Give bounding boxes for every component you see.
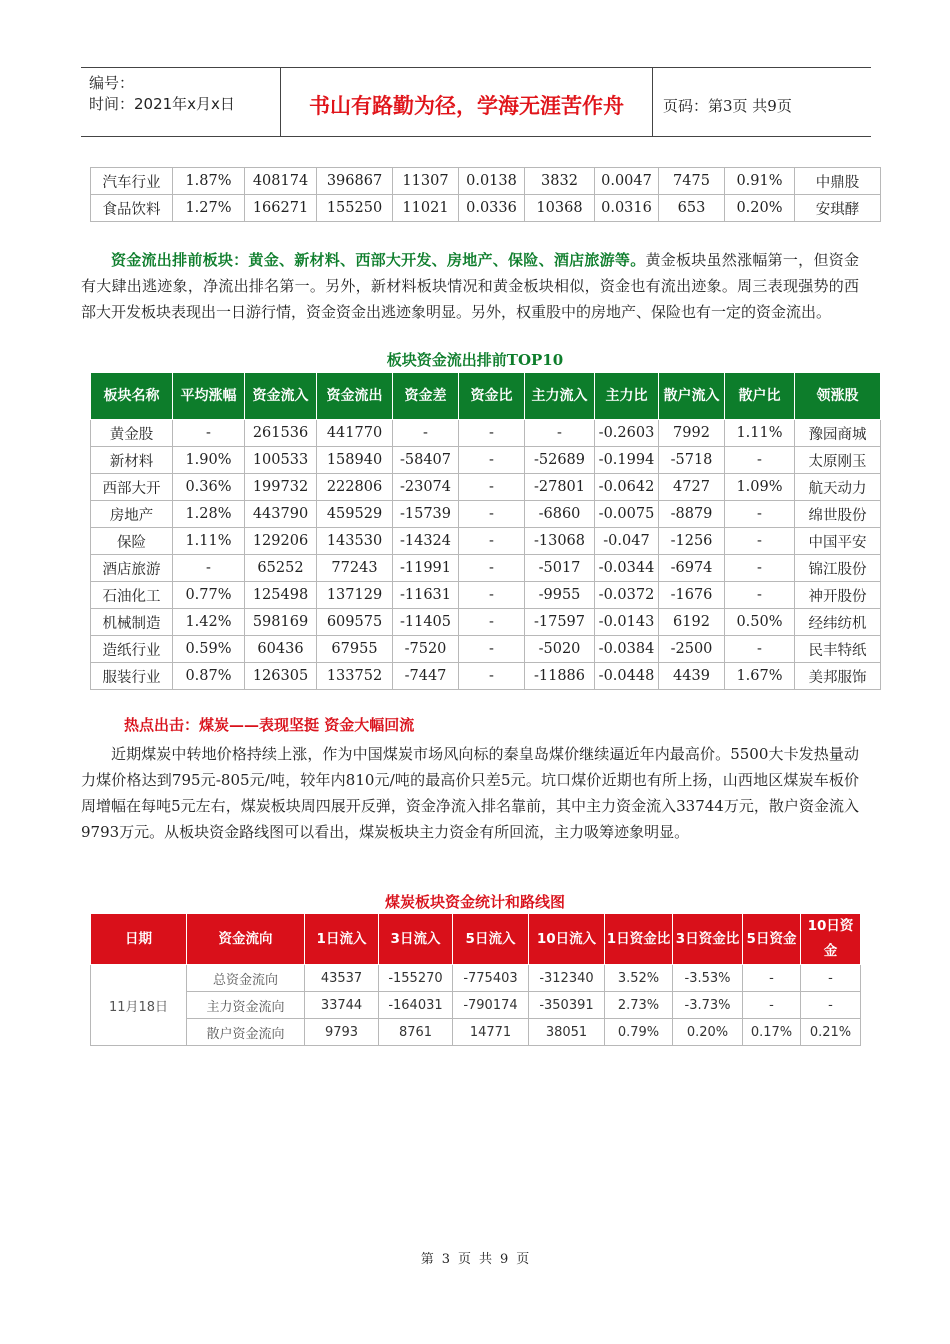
table-cell: 神开股份 (795, 582, 881, 609)
table-cell: - (725, 582, 795, 609)
column-header: 3日资金比 (673, 914, 743, 965)
table-cell: - (725, 501, 795, 528)
table-cell: -2500 (659, 636, 725, 663)
column-header: 散户比 (725, 373, 795, 420)
table-cell: - (459, 447, 525, 474)
column-header: 10日流入 (529, 914, 605, 965)
table-cell: 锦江股份 (795, 555, 881, 582)
column-header: 日期 (91, 914, 187, 965)
table-cell: 43537 (305, 965, 379, 992)
table-cell: - (801, 992, 861, 1019)
table-cell: 豫园商城 (795, 420, 881, 447)
table-cell: -13068 (525, 528, 595, 555)
table-cell: 0.0138 (459, 168, 525, 195)
table-row (91, 663, 881, 690)
column-header: 1日流入 (305, 914, 379, 965)
coal-table-caption: 煤炭板块资金统计和路线图 (384, 893, 565, 911)
table-cell: 4727 (659, 474, 725, 501)
table-cell: 0.87% (173, 663, 245, 690)
footer-total-pages: 9 (500, 1252, 509, 1267)
table-cell: 8761 (379, 1019, 453, 1046)
table-cell: 396867 (317, 168, 393, 195)
table-cell: 石油化工 (91, 582, 173, 609)
table-cell: 0.21% (801, 1019, 861, 1046)
table-cell: -0.0143 (595, 609, 659, 636)
table-cell: 1.90% (173, 447, 245, 474)
table-cell: 126305 (245, 663, 317, 690)
table-cell: 6192 (659, 609, 725, 636)
table-row (91, 168, 881, 195)
document-number-label: 编号： (89, 74, 135, 92)
table-cell: 3.52% (605, 965, 673, 992)
table-cell: -312340 (529, 965, 605, 992)
page-header (81, 67, 871, 137)
table-cell: -9955 (525, 582, 595, 609)
table-cell: -0.0075 (595, 501, 659, 528)
table-cell: 77243 (317, 555, 393, 582)
table-cell: - (459, 474, 525, 501)
table-cell: 机械制造 (91, 609, 173, 636)
table-row (91, 1019, 861, 1046)
column-header: 板块名称 (91, 373, 173, 420)
table-cell: - (725, 528, 795, 555)
outflow-summary-paragraph (81, 247, 859, 325)
table-cell: 0.91% (725, 168, 795, 195)
table-cell: 60436 (245, 636, 317, 663)
table-cell: 新材料 (91, 447, 173, 474)
table-cell: 保险 (91, 528, 173, 555)
table-cell: 1.67% (725, 663, 795, 690)
table-cell: 航天动力 (795, 474, 881, 501)
table-cell: - (459, 501, 525, 528)
table-cell: -155270 (379, 965, 453, 992)
table-cell: - (743, 965, 801, 992)
table-cell: 67955 (317, 636, 393, 663)
table-cell: 609575 (317, 609, 393, 636)
table-cell: -0.0372 (595, 582, 659, 609)
table-row (91, 636, 881, 663)
table-cell: - (173, 420, 245, 447)
table-cell: -23074 (393, 474, 459, 501)
table-cell: 408174 (245, 168, 317, 195)
table-cell: -17597 (525, 609, 595, 636)
table-cell: 民丰特纸 (795, 636, 881, 663)
column-header: 散户流入 (659, 373, 725, 420)
header-meta (81, 68, 281, 136)
table-cell: 158940 (317, 447, 393, 474)
table-cell: 1.87% (173, 168, 245, 195)
table-cell: -6860 (525, 501, 595, 528)
table-cell: -5020 (525, 636, 595, 663)
table-cell: 0.20% (725, 195, 795, 222)
column-header: 主力流入 (525, 373, 595, 420)
outflow-summary-text: 黄金板块虽然涨幅第一，但资金有大肆出逃迹象，净流出排名第一。另外，新材料板块情况和黄金板块相似，资金也有流出迹象。周三表现强势的西部大开发板块表现出一日游行情，资金资金出逃迹象明显。另外，权重股中的房地产、保险也有一定的资金流出。 (81, 251, 859, 321)
table-cell: 中国平安 (795, 528, 881, 555)
table-cell: 1.27% (173, 195, 245, 222)
table-cell: -1676 (659, 582, 725, 609)
table-cell: 3832 (525, 168, 595, 195)
flow-type-cell: 主力资金流向 (187, 992, 305, 1019)
table-cell: -0.1994 (595, 447, 659, 474)
table-cell: - (725, 555, 795, 582)
table-cell: - (743, 992, 801, 1019)
table-cell: 598169 (245, 609, 317, 636)
table-row (91, 420, 881, 447)
table-cell: -0.047 (595, 528, 659, 555)
table-cell: 11021 (393, 195, 459, 222)
table-cell: -350391 (529, 992, 605, 1019)
table-cell: 0.17% (743, 1019, 801, 1046)
column-header: 平均涨幅 (173, 373, 245, 420)
column-header: 资金流出 (317, 373, 393, 420)
table-cell: 经纬纺机 (795, 609, 881, 636)
table-cell: 125498 (245, 582, 317, 609)
table-cell: 129206 (245, 528, 317, 555)
table-cell: - (459, 420, 525, 447)
table-row (91, 965, 861, 992)
table-cell: -11631 (393, 582, 459, 609)
table-cell: 0.59% (173, 636, 245, 663)
inflow-table-continuation (90, 167, 881, 222)
date-cell: 11月18日 (91, 965, 187, 1046)
table-cell: 0.50% (725, 609, 795, 636)
table-cell: -27801 (525, 474, 595, 501)
table-cell: -0.2603 (595, 420, 659, 447)
table-row (91, 501, 881, 528)
outflow-summary-highlight: 资金流出排前板块：黄金、新材料、西部大开发、房地产、保险、酒店旅游等。 (111, 251, 646, 269)
table-cell: -0.0642 (595, 474, 659, 501)
table-cell: -58407 (393, 447, 459, 474)
table-cell: 太原刚玉 (795, 447, 881, 474)
table-cell: -7520 (393, 636, 459, 663)
table-cell: -15739 (393, 501, 459, 528)
table-cell: -1256 (659, 528, 725, 555)
table-cell: 4439 (659, 663, 725, 690)
table-cell: 14771 (453, 1019, 529, 1046)
table-cell: -8879 (659, 501, 725, 528)
column-header: 主力比 (595, 373, 659, 420)
table-cell: -6974 (659, 555, 725, 582)
table-cell: 中鼎股 (795, 168, 881, 195)
table-cell: -11991 (393, 555, 459, 582)
table-cell: - (459, 663, 525, 690)
table-cell: 137129 (317, 582, 393, 609)
table-cell: 33744 (305, 992, 379, 1019)
table-cell: -52689 (525, 447, 595, 474)
table-cell: -164031 (379, 992, 453, 1019)
table-cell: 166271 (245, 195, 317, 222)
table-row (91, 528, 881, 555)
table-cell: -3.73% (673, 992, 743, 1019)
table-cell: - (459, 636, 525, 663)
outflow-top10-table (90, 372, 881, 690)
table-cell: 7992 (659, 420, 725, 447)
table-cell: 155250 (317, 195, 393, 222)
table-cell: - (525, 420, 595, 447)
table-cell: - (459, 582, 525, 609)
footer-current-page: 3 (441, 1252, 450, 1267)
table-row (91, 609, 881, 636)
column-header: 5日流入 (453, 914, 529, 965)
table-cell: - (393, 420, 459, 447)
footer-word: 第 (420, 1252, 434, 1267)
table-cell: -3.53% (673, 965, 743, 992)
table-cell: 10368 (525, 195, 595, 222)
table-cell: 459529 (317, 501, 393, 528)
coal-section-paragraph: 近期煤炭中转地价格持续上涨，作为中国煤炭市场风向标的秦皇岛煤价继续逼近年内最高价。5500大卡发热量动力煤价格达到795元-805元/吨，较年内810元/吨的最高价只差5元。坑口煤价近期也有所上扬，山西地区煤炭车板价周增幅在每吨5元左右，煤炭板块周四展开反弹，资金净流入排名靠前，其中主力资金流入33744万元，散户资金流入9793万元。从板块资金路线图可以看出，煤炭板块主力资金有所回流，主力吸筹迹象明显。 (81, 745, 859, 841)
table-cell: 443790 (245, 501, 317, 528)
table-cell: 西部大开 (91, 474, 173, 501)
table-cell: -0.0344 (595, 555, 659, 582)
table-cell: -14324 (393, 528, 459, 555)
column-header: 10日资金 (801, 914, 861, 965)
table-cell: 安琪酵 (795, 195, 881, 222)
table-cell: 0.77% (173, 582, 245, 609)
table-cell: -7447 (393, 663, 459, 690)
table-cell: 7475 (659, 168, 725, 195)
table-cell: 0.0047 (595, 168, 659, 195)
table-cell: 黄金股 (91, 420, 173, 447)
outflow-table-caption: 板块资金流出排前TOP10 (386, 351, 564, 369)
table-cell: 133752 (317, 663, 393, 690)
header-page-number: 页码：第3页 共9页 (663, 96, 792, 115)
table-cell: 食品饮料 (91, 195, 173, 222)
table-cell: - (173, 555, 245, 582)
table-cell: 100533 (245, 447, 317, 474)
column-header: 资金差 (393, 373, 459, 420)
footer-word: 共 (479, 1252, 493, 1267)
table-cell: 11307 (393, 168, 459, 195)
table-cell: 0.0316 (595, 195, 659, 222)
flow-type-cell: 散户资金流向 (187, 1019, 305, 1046)
table-cell: -5017 (525, 555, 595, 582)
table-cell: 1.11% (725, 420, 795, 447)
table-cell: 0.36% (173, 474, 245, 501)
table-cell: 222806 (317, 474, 393, 501)
table-cell: 0.79% (605, 1019, 673, 1046)
table-cell: -11405 (393, 609, 459, 636)
table-row (91, 555, 881, 582)
table-cell: 造纸行业 (91, 636, 173, 663)
table-cell: 汽车行业 (91, 168, 173, 195)
column-header: 资金流向 (187, 914, 305, 965)
column-header: 资金流入 (245, 373, 317, 420)
column-header: 领涨股 (795, 373, 881, 420)
table-cell: -11886 (525, 663, 595, 690)
table-row (91, 474, 881, 501)
table-cell: 38051 (529, 1019, 605, 1046)
table-cell: 9793 (305, 1019, 379, 1046)
column-header: 5日资金 (743, 914, 801, 965)
table-cell: 143530 (317, 528, 393, 555)
table-cell: -0.0448 (595, 663, 659, 690)
footer-word: 页 (457, 1252, 471, 1267)
table-cell: 65252 (245, 555, 317, 582)
table-cell: 0.20% (673, 1019, 743, 1046)
table-row (91, 447, 881, 474)
table-cell: 服装行业 (91, 663, 173, 690)
table-cell: 0.0336 (459, 195, 525, 222)
table-cell: 261536 (245, 420, 317, 447)
column-header: 1日资金比 (605, 914, 673, 965)
table-cell: 1.28% (173, 501, 245, 528)
table-cell: 653 (659, 195, 725, 222)
document-date: 时间：2021年x月x日 (89, 95, 235, 113)
table-cell: - (459, 528, 525, 555)
table-cell: 199732 (245, 474, 317, 501)
table-cell: -775403 (453, 965, 529, 992)
page-footer (0, 1248, 950, 1267)
header-motto: 书山有路勤为径，学海无涯苦作舟 (281, 68, 653, 136)
table-cell: -790174 (453, 992, 529, 1019)
coal-section-title: 热点出击：煤炭——表现坚挺 资金大幅回流 (124, 716, 415, 734)
table-cell: - (725, 447, 795, 474)
column-header: 3日流入 (379, 914, 453, 965)
table-cell: 1.11% (173, 528, 245, 555)
table-cell: - (459, 609, 525, 636)
table-row (91, 195, 881, 222)
table-cell: 美邦服饰 (795, 663, 881, 690)
table-cell: -5718 (659, 447, 725, 474)
table-cell: 房地产 (91, 501, 173, 528)
column-header: 资金比 (459, 373, 525, 420)
table-cell: 酒店旅游 (91, 555, 173, 582)
table-cell: 2.73% (605, 992, 673, 1019)
table-cell: 绵世股份 (795, 501, 881, 528)
footer-word: 页 (516, 1252, 530, 1267)
table-cell: 1.09% (725, 474, 795, 501)
table-cell: - (725, 636, 795, 663)
table-cell: - (801, 965, 861, 992)
table-row (91, 582, 881, 609)
flow-type-cell: 总资金流向 (187, 965, 305, 992)
table-cell: - (459, 555, 525, 582)
table-cell: 441770 (317, 420, 393, 447)
table-row (91, 992, 861, 1019)
table-cell: 1.42% (173, 609, 245, 636)
coal-fund-table (90, 913, 861, 1046)
table-cell: -0.0384 (595, 636, 659, 663)
